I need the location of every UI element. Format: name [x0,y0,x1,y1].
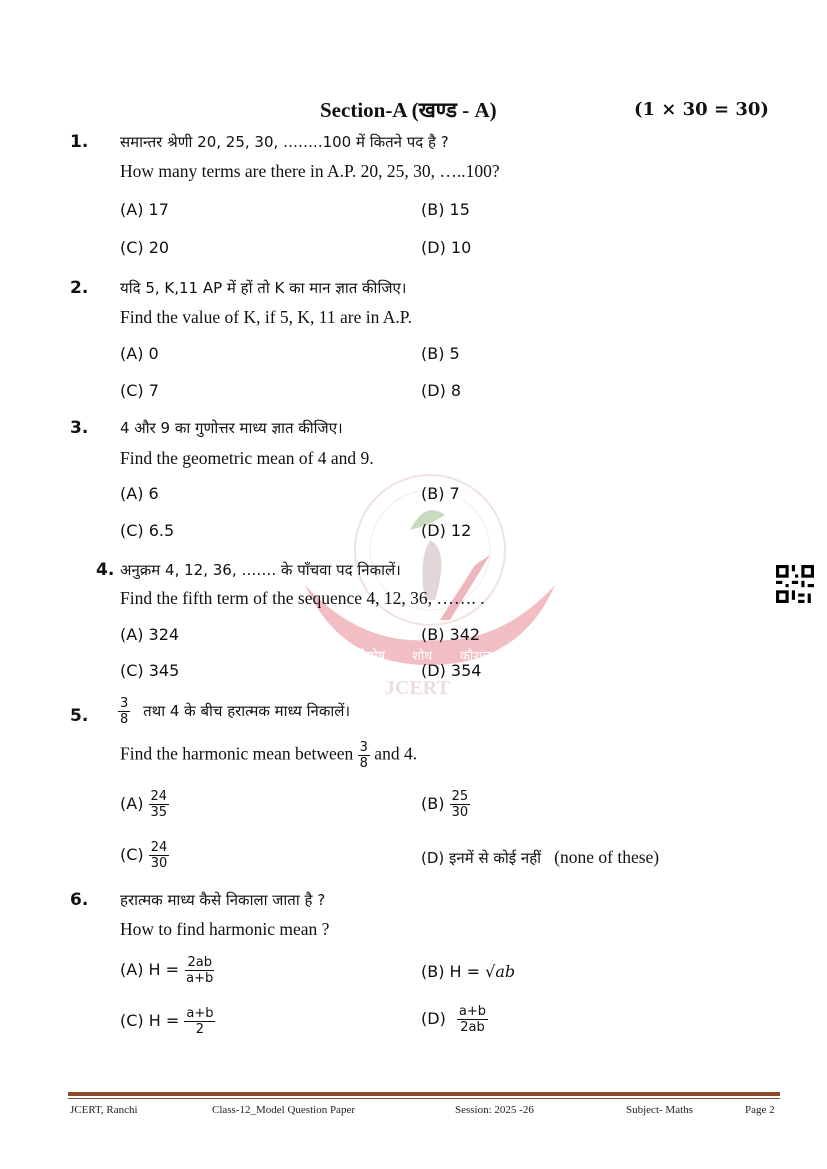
watermark-band-word: नवोन्मेष [348,649,386,664]
option-c: (C) $\frac{24}{30}$ [120,840,168,871]
question-hindi: समान्तर श्रेणी 20, 25, 30, ……..100 में कितने पद है ? [120,133,449,151]
option-a: (A) H = $\frac{2ab}{a+b}$ [120,955,214,986]
footer-page: Page 2 [745,1104,775,1116]
option-c: (C) 345 [120,661,180,680]
fraction: $\frac{3}{8}$ [120,696,129,727]
option-c: (C) 7 [120,381,159,400]
question-number: 3. [70,418,89,438]
option-b: (B) H = √ab [421,962,516,981]
question-english: How to find harmonic mean ? [120,919,330,939]
option-d: (D) 8 [421,381,462,400]
question-hindi: 4 और 9 का गुणोत्तर माध्य ज्ञात कीजिए। [120,419,343,437]
question-english: Find the fifth term of the sequence 4, 12, 36, ……. . [120,588,485,608]
option-b: (B) $\frac{25}{30}$ [421,789,469,820]
question-english: Find the harmonic mean between $\frac{3}{8}$ and 4. [120,740,418,771]
option-d: (D) 12 [421,521,472,540]
footer-class: Class-12_Model Question Paper [212,1104,355,1116]
option-d: (D) 10 [421,238,472,257]
option-a: (A) 17 [120,200,169,219]
option-d: (D) 354 [421,661,482,680]
option-b: (B) 342 [421,625,481,644]
fraction: $\frac{3}{8}$ [359,740,368,771]
fraction: $\frac{a+b}{2}$ [186,1006,214,1037]
question-hindi: $\frac{3}{8}$ तथा 4 के बीच हरात्मक माध्य निकालें। [120,696,351,727]
option-a: (A) $\frac{24}{35}$ [120,789,168,820]
option-b: (B) 15 [421,200,470,219]
question-english: How many terms are there in A.P. 20, 25, 30, …..100? [120,161,500,181]
footer-subject: Subject- Maths [626,1104,693,1116]
fraction: $\frac{24}{30}$ [150,840,168,871]
question-hindi: अनुक्रम 4, 12, 36, ……. के पाँचवा पद निकालें। [120,561,401,579]
option-c: (C) 20 [120,238,170,257]
question-english: Find the geometric mean of 4 and 9. [120,448,374,468]
option-c: (C) H = $\frac{a+b}{2}$ [120,1006,214,1037]
option-c: (C) 6.5 [120,521,175,540]
watermark-band-word: कौशल [460,649,492,664]
option-a: (A) 0 [120,344,159,363]
question-number: 4. [96,560,115,580]
watermark-jcert-text: JCERT [385,677,450,699]
question-english: Find the value of K, if 5, K, 11 are in A.P. [120,307,412,327]
question-number: 2. [70,278,89,298]
option-d: (D) $\frac{a+b}{2ab}$ [421,1004,487,1035]
footer-session: Session: 2025 -26 [455,1104,534,1116]
fraction: $\frac{a+b}{2ab}$ [458,1004,487,1035]
question-number: 5. [70,706,89,726]
question-hindi: हरात्मक माध्य कैसे निकाला जाता है ? [120,891,326,909]
fraction: $\frac{25}{30}$ [451,789,469,820]
qr-code-icon [776,565,814,603]
section-title: Section-A (खण्ड - A) [320,98,497,122]
footer-rule-thin [68,1098,780,1099]
watermark-band-word: शोध [412,649,433,664]
option-b: (B) 5 [421,344,460,363]
question-number: 1. [70,132,89,152]
question-number: 6. [70,890,89,910]
option-a: (A) 6 [120,484,159,503]
fraction: $\frac{24}{35}$ [150,789,168,820]
footer-org: JCERT, Ranchi [70,1104,138,1116]
section-marks: (1 × 30 = 30) [634,99,769,120]
option-a: (A) 324 [120,625,180,644]
question-hindi: यदि 5, K,11 AP में हों तो K का मान ज्ञात कीजिए। [120,279,407,297]
option-d: (D) इनमें से कोई नहीं (none of these) [421,847,660,867]
footer-rule [68,1092,780,1096]
option-b: (B) 7 [421,484,460,503]
fraction: $\frac{2ab}{a+b}$ [186,955,214,986]
